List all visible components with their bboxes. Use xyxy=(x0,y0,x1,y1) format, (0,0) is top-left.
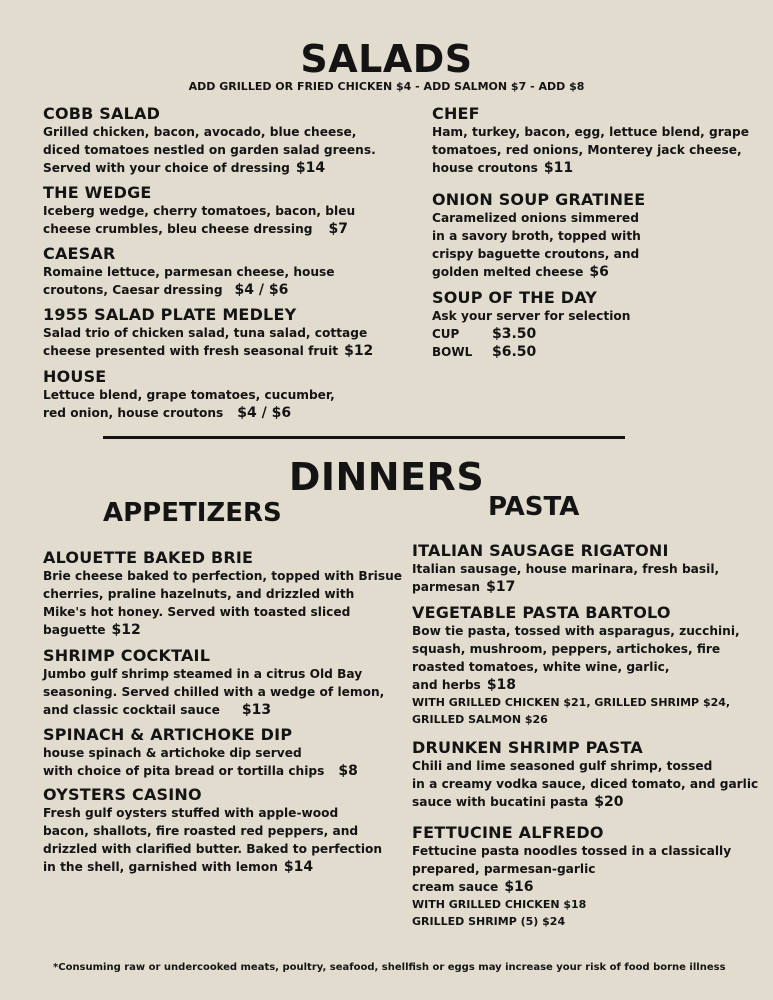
item-desc: Ham, turkey, bacon, egg, lettuce blend, grape xyxy=(432,125,749,139)
item-desc: Grilled chicken, bacon, avocado, blue cheese, xyxy=(43,125,357,139)
health-disclaimer: *Consuming raw or undercooked meats, poultry, seafood, shellfish or eggs may increase your risk of food borne illness xyxy=(53,962,726,973)
item-price: $20 xyxy=(594,794,624,810)
salads-heading: SALADS xyxy=(300,37,473,81)
menu-item-vegetable-pasta-bartolo xyxy=(412,603,752,728)
item-desc: Fresh gulf oysters stuffed with apple-wood xyxy=(43,806,339,820)
menu-item-italian-sausage-rigatoni xyxy=(412,541,752,596)
item-price: $17 xyxy=(486,579,516,595)
item-price: $14 xyxy=(295,160,326,176)
item-desc: Ask your server for selection xyxy=(432,309,631,323)
item-desc: crispy baguette croutons, and xyxy=(432,247,640,261)
item-desc: squash, mushroom, peppers, artichokes, fire xyxy=(412,642,721,656)
menu-item-house xyxy=(43,367,383,422)
item-price: $18 xyxy=(486,677,517,693)
item-desc: and herbs xyxy=(412,678,481,692)
menu-item-soup-of-the-day xyxy=(432,288,772,361)
item-desc: and classic cocktail sauce xyxy=(43,703,220,717)
item-addon: GRILLED SALMON $26 xyxy=(412,713,548,726)
item-title: SHRIMP COCKTAIL xyxy=(43,646,211,665)
item-desc: baguette xyxy=(43,623,106,637)
item-price: $12 xyxy=(344,343,374,359)
item-price: $11 xyxy=(543,160,574,176)
item-desc: bacon, shallots, fire roasted red peppers, and xyxy=(43,824,359,838)
item-price: $6 xyxy=(589,264,609,280)
item-price: $8 xyxy=(338,763,358,779)
item-title: CAESAR xyxy=(43,244,116,263)
item-price: $7 xyxy=(328,221,348,237)
item-title: DRUNKEN SHRIMP PASTA xyxy=(412,738,643,757)
item-desc: golden melted cheese xyxy=(432,265,584,279)
item-title: THE WEDGE xyxy=(43,183,152,202)
bowl-label: BOWL xyxy=(432,345,473,359)
menu-item-cobb-salad xyxy=(43,104,383,177)
item-desc: in the shell, garnished with lemon xyxy=(43,860,278,874)
item-title: FETTUCINE ALFREDO xyxy=(412,823,604,842)
dinners-heading: DINNERS xyxy=(288,455,485,499)
item-price: $16 xyxy=(504,879,534,895)
item-title: VEGETABLE PASTA BARTOLO xyxy=(412,603,671,622)
item-addon: WITH GRILLED CHICKEN $21, GRILLED SHRIMP $24, xyxy=(412,696,731,709)
menu-item-salad-plate-medley xyxy=(43,305,383,360)
item-addon: GRILLED SHRIMP (5) $24 xyxy=(412,915,566,928)
menu-item-alouette-baked-brie xyxy=(43,548,403,639)
item-desc: cream sauce xyxy=(412,880,499,894)
item-price: $13 xyxy=(241,702,272,718)
menu-item-onion-soup-gratinee xyxy=(432,190,772,281)
item-desc: roasted tomatoes, white wine, garlic, xyxy=(412,660,670,674)
item-desc: Iceberg wedge, cherry tomatoes, bacon, bleu xyxy=(43,204,356,218)
bowl-row xyxy=(432,343,772,361)
salads-subheading: ADD GRILLED OR FRIED CHICKEN $4 - ADD SALMON $7 - ADD $8 xyxy=(188,80,585,93)
menu-item-shrimp-cocktail xyxy=(43,646,383,719)
item-desc: Bow tie pasta, tossed with asparagus, zucchini, xyxy=(412,624,740,638)
item-title: OYSTERS CASINO xyxy=(43,785,202,804)
menu-item-the-wedge xyxy=(43,183,383,238)
bowl-price: $6.50 xyxy=(492,344,537,360)
pasta-heading: PASTA xyxy=(488,492,580,522)
item-price: $12 xyxy=(111,622,141,638)
item-desc: red onion, house croutons xyxy=(43,406,224,420)
item-desc: house spinach & artichoke dip served xyxy=(43,746,302,760)
item-title: SOUP OF THE DAY xyxy=(432,288,598,307)
item-title: HOUSE xyxy=(43,367,107,386)
menu-item-fettucine-alfredo xyxy=(412,823,752,930)
item-desc: diced tomatoes nestled on garden salad greens. xyxy=(43,143,376,157)
section-divider xyxy=(103,436,625,439)
item-desc: with choice of pita bread or tortilla chips xyxy=(43,764,325,778)
appetizers-heading: APPETIZERS xyxy=(103,498,282,528)
menu-item-oysters-casino xyxy=(43,785,383,876)
cup-price: $3.50 xyxy=(492,326,537,342)
item-title: SPINACH & ARTICHOKE DIP xyxy=(43,725,293,744)
cup-row xyxy=(432,325,772,343)
item-desc: Jumbo gulf shrimp steamed in a citrus Old Bay xyxy=(43,667,363,681)
item-desc: Caramelized onions simmered xyxy=(432,211,639,225)
item-desc: Romaine lettuce, parmesan cheese, house xyxy=(43,265,335,279)
item-desc: in a creamy vodka sauce, diced tomato, and garlic xyxy=(412,777,759,791)
item-desc: prepared, parmesan-garlic xyxy=(412,862,596,876)
menu-item-caesar xyxy=(43,244,383,299)
item-desc: tomatoes, red onions, Monterey jack cheese, xyxy=(432,143,742,157)
cup-label: CUP xyxy=(432,327,460,341)
item-title: ITALIAN SAUSAGE RIGATONI xyxy=(412,541,669,560)
item-desc: Brie cheese baked to perfection, topped with Brisue xyxy=(43,569,403,583)
menu-item-drunken-shrimp-pasta xyxy=(412,738,759,811)
item-desc: cheese presented with fresh seasonal fruit xyxy=(43,344,339,358)
item-title: ONION SOUP GRATINEE xyxy=(432,190,646,209)
item-desc: Salad trio of chicken salad, tuna salad, cottage xyxy=(43,326,368,340)
item-desc: seasoning. Served chilled with a wedge of lemon, xyxy=(43,685,385,699)
item-title: COBB SALAD xyxy=(43,104,161,123)
item-desc: Italian sausage, house marinara, fresh basil, xyxy=(412,562,720,576)
item-desc: cherries, praline hazelnuts, and drizzled with xyxy=(43,587,355,601)
item-title: CHEF xyxy=(432,104,480,123)
item-desc: in a savory broth, topped with xyxy=(432,229,641,243)
item-addon: WITH GRILLED CHICKEN $18 xyxy=(412,898,587,911)
item-desc: parmesan xyxy=(412,580,481,594)
item-desc: cheese crumbles, bleu cheese dressing xyxy=(43,222,313,236)
item-desc: drizzled with clarified butter. Baked to perfection xyxy=(43,842,383,856)
menu-item-spinach-artichoke-dip xyxy=(43,725,383,780)
item-desc: Served with your choice of dressing xyxy=(43,161,290,175)
item-desc: Fettucine pasta noodles tossed in a classically xyxy=(412,844,732,858)
item-desc: Mike's hot honey. Served with toasted sliced xyxy=(43,605,351,619)
item-desc: Chili and lime seasoned gulf shrimp, tossed xyxy=(412,759,713,773)
item-title: ALOUETTE BAKED BRIE xyxy=(43,548,254,567)
item-price: $4 / $6 xyxy=(234,282,289,298)
menu-item-chef xyxy=(432,104,772,177)
item-desc: sauce with bucatini pasta xyxy=(412,795,589,809)
item-title: 1955 SALAD PLATE MEDLEY xyxy=(43,305,297,324)
item-price: $4 / $6 xyxy=(237,405,292,421)
item-desc: house croutons xyxy=(432,161,538,175)
item-desc: croutons, Caesar dressing xyxy=(43,283,223,297)
item-desc: Lettuce blend, grape tomatoes, cucumber, xyxy=(43,388,335,402)
item-price: $14 xyxy=(283,859,314,875)
